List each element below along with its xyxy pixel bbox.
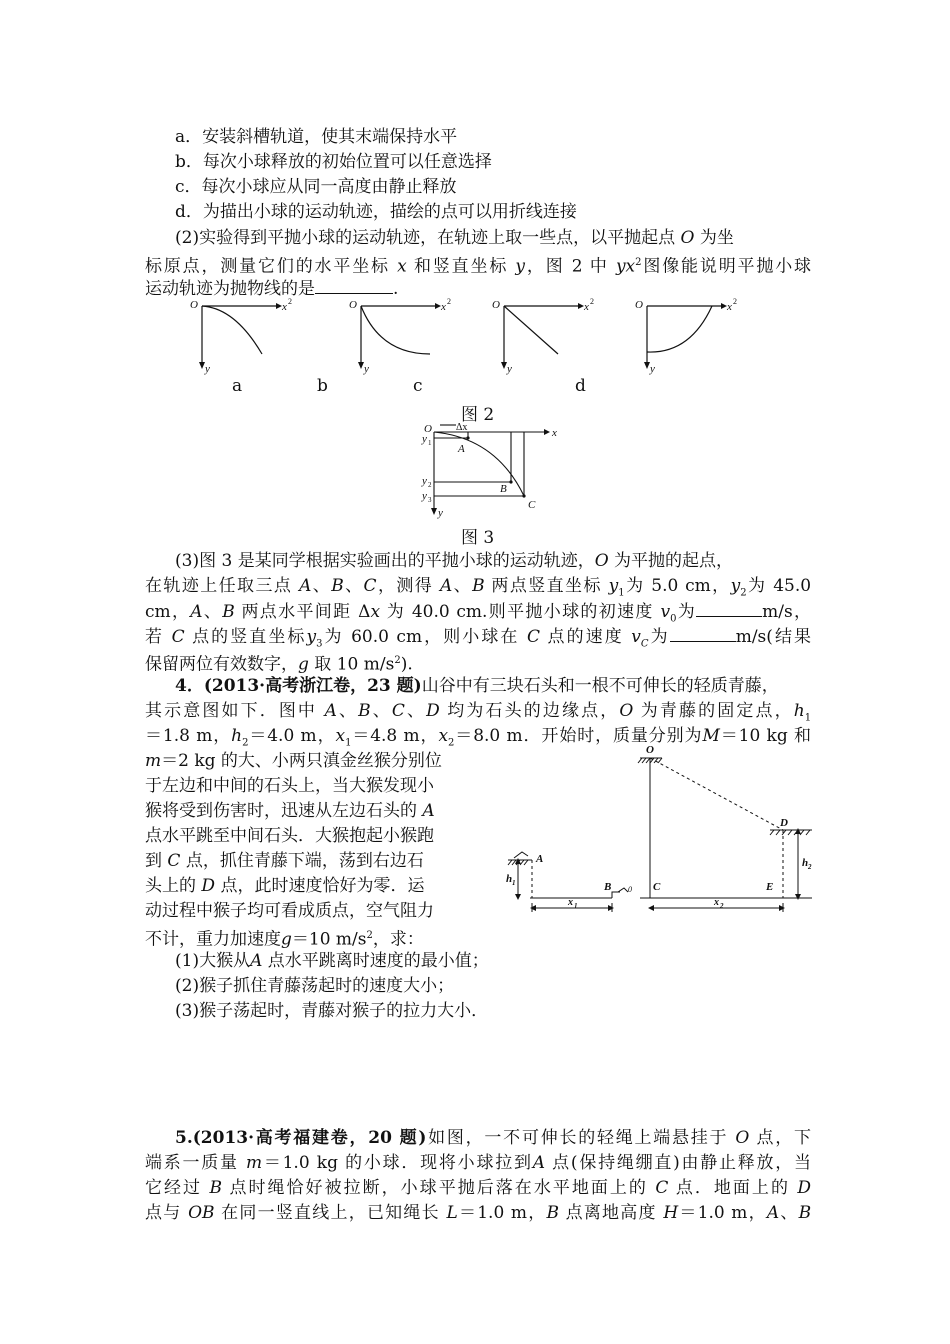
q4-line10: 动过程中猴子均可看成质点，空气阻力: [145, 901, 434, 921]
q5-line4: 点与 OB 在同一竖直线上，已知绳长 L＝1.0 m，B 点离地高度 H＝1.0 m，A、B: [145, 1203, 812, 1223]
svg-text:x: x: [584, 301, 589, 313]
svg-text:y: y: [422, 475, 427, 487]
answer-blank-graph[interactable]: [315, 277, 393, 294]
figure-2-caption: 图 2: [461, 405, 495, 425]
fig2-x-a: x: [282, 301, 287, 313]
svg-text:A: A: [458, 443, 465, 455]
q4-line3: ＝1.8 m，$h_2=4.0$ m，$x_1=4.8$ m，$x_2=8.0$ m．开始时，质量分别为M＝10 kg 和: [145, 726, 812, 749]
q4-sub3: (3)猴子荡起时，青藤对猴子的拉力大小．: [175, 1001, 489, 1021]
graph-label-c: c: [413, 376, 423, 396]
svg-text:y: y: [422, 490, 427, 502]
q4-line7: 点水平跳至中间石头．大猴抱起小猴跑: [145, 826, 434, 846]
svg-text:2: 2: [428, 481, 432, 489]
q4-title: 4．(2013·高考浙江卷，23 题): [175, 676, 422, 696]
svg-text:O: O: [424, 423, 432, 435]
svg-text:O: O: [646, 744, 654, 756]
svg-text:Δx: Δx: [456, 422, 468, 433]
svg-text:O: O: [349, 299, 357, 311]
figure-3-caption: 图 3: [461, 528, 495, 548]
svg-text:1: 1: [512, 879, 516, 887]
q4-line11: 不计，重力加速度g＝10 $m/s^2$，求：: [145, 929, 424, 950]
q5-line3: 它经过 B 点时绳恰好被拉断，小球平抛后落在水平地面上的 C 点．地面上的 D: [145, 1178, 812, 1198]
svg-text:x: x: [727, 301, 732, 313]
q4-line9: 头上的 D 点，此时速度恰好为零．运: [145, 876, 425, 896]
answer-blank-vc[interactable]: [670, 625, 736, 642]
svg-text:2: 2: [733, 297, 737, 306]
svg-text:0: 0: [628, 885, 632, 894]
q5-line2: 端系一质量 m＝1.0 kg 的小球．现将小球拉到A 点(保持绳绷直)由静止释放，当: [145, 1153, 812, 1173]
q4-sub2: (2)猴子抓住青藤荡起时的速度大小；: [175, 976, 455, 996]
option-d: d．为描出小球的运动轨迹，描绘的点可以用折线连接: [175, 202, 577, 222]
q4-valley-diagram: [500, 740, 820, 920]
option-c: c．每次小球应从同一高度由静止释放: [175, 177, 457, 197]
svg-text:y: y: [422, 433, 427, 445]
svg-text:C: C: [653, 881, 661, 893]
svg-text:1: 1: [574, 902, 578, 910]
svg-text:h: h: [506, 873, 513, 885]
q4-line2: 其示意图如下．图中 A、B、C、D 均为石头的边缘点，O 为青藤的固定点，$h_1$: [145, 701, 812, 724]
svg-text:E: E: [766, 881, 774, 893]
svg-text:y: y: [205, 363, 210, 375]
graph-label-b: b: [317, 376, 328, 396]
part3-line5: 保留两位有效数字，g 取 10 $m/s^2$).: [145, 654, 413, 675]
svg-text:y: y: [507, 363, 512, 375]
svg-text:1: 1: [428, 439, 432, 447]
part2-line3: 运动轨迹为抛物线的是 .: [145, 279, 399, 299]
svg-text:x: x: [441, 301, 446, 313]
svg-text:2: 2: [447, 297, 451, 306]
svg-text:B: B: [604, 881, 612, 893]
fig2-origin-a: O: [190, 299, 198, 311]
svg-text:2: 2: [590, 297, 594, 306]
q4-line8: 到 C 点，抓住青藤下端，荡到右边石: [145, 851, 424, 871]
svg-text:x: x: [714, 897, 719, 908]
part2-line2: 标原点，测量它们的水平坐标 x 和竖直坐标 y，图 2 中 $yx^2$图像能说明平抛小球: [145, 256, 812, 277]
svg-text:x: x: [568, 897, 573, 908]
part3-line1: (3)图 3 是某同学根据实验画出的平抛小球的运动轨迹，O 为平抛的起点，: [175, 551, 734, 571]
part3-line2: 在轨迹上任取三点 A、B、C，测得 A、B 两点竖直坐标 $y_1$为 5.0 cm，$y_2$为 45.0: [145, 576, 812, 599]
q5-line1: 5.(2013·高考福建卷，20 题)如图，一不可伸长的轻绳上端悬挂于 O 点，下: [175, 1128, 812, 1148]
part3-line3: cm，A、B 两点水平间距 Δx 为 40.0 cm.则平抛小球的初速度 $v_0$为 m/s，: [145, 602, 811, 625]
figure-3-trajectory: [396, 420, 566, 520]
svg-text:O: O: [492, 299, 500, 311]
svg-text:h: h: [802, 857, 809, 869]
q5-title: 5.(2013·高考福建卷，20 题): [175, 1128, 427, 1148]
svg-text:B: B: [500, 483, 507, 495]
svg-text:3: 3: [428, 496, 432, 504]
option-b: b．每次小球释放的初始位置可以任意选择: [175, 152, 492, 172]
q4-line5: 于左边和中间的石头上，当大猴发现小: [145, 776, 434, 796]
q4-sub1: (1)大猴从A 点水平跳离时速度的最小值；: [175, 951, 489, 971]
svg-text:D: D: [780, 817, 788, 829]
answer-blank-v0[interactable]: [696, 600, 762, 617]
svg-text:C: C: [528, 499, 536, 511]
part3-line4: 若 C 点的竖直坐标$y_3$为 60.0 cm，则小球在 C 点的速度 $v_C$为 m/s(结果: [145, 627, 812, 650]
svg-text:A: A: [536, 853, 544, 865]
q4-line4: m＝2 kg 的大、小两只滇金丝猴分别位: [145, 751, 442, 771]
svg-text:2: 2: [808, 863, 812, 871]
graph-label-a: a: [232, 376, 243, 396]
q4-line1: 4．(2013·高考浙江卷，23 题)山谷中有三块石头和一根不可伸长的轻质青藤，: [175, 676, 779, 696]
svg-text:2: 2: [720, 902, 724, 910]
svg-text:y: y: [438, 507, 443, 519]
svg-text:O: O: [635, 299, 643, 311]
svg-text:y: y: [364, 363, 369, 375]
figure-2-graphs: [180, 296, 760, 376]
svg-text:x: x: [552, 427, 557, 439]
svg-text:y: y: [650, 363, 655, 375]
graph-label-d: d: [575, 376, 586, 396]
q4-line6: 猴将受到伤害时，迅速从左边石头的 A: [145, 801, 435, 821]
part2-line1: (2)实验得到平抛小球的运动轨迹，在轨迹上取一些点，以平抛起点 O 为坐: [175, 228, 734, 248]
svg-text:2: 2: [288, 297, 292, 306]
option-a: a．安装斜槽轨道，使其末端保持水平: [175, 127, 458, 147]
